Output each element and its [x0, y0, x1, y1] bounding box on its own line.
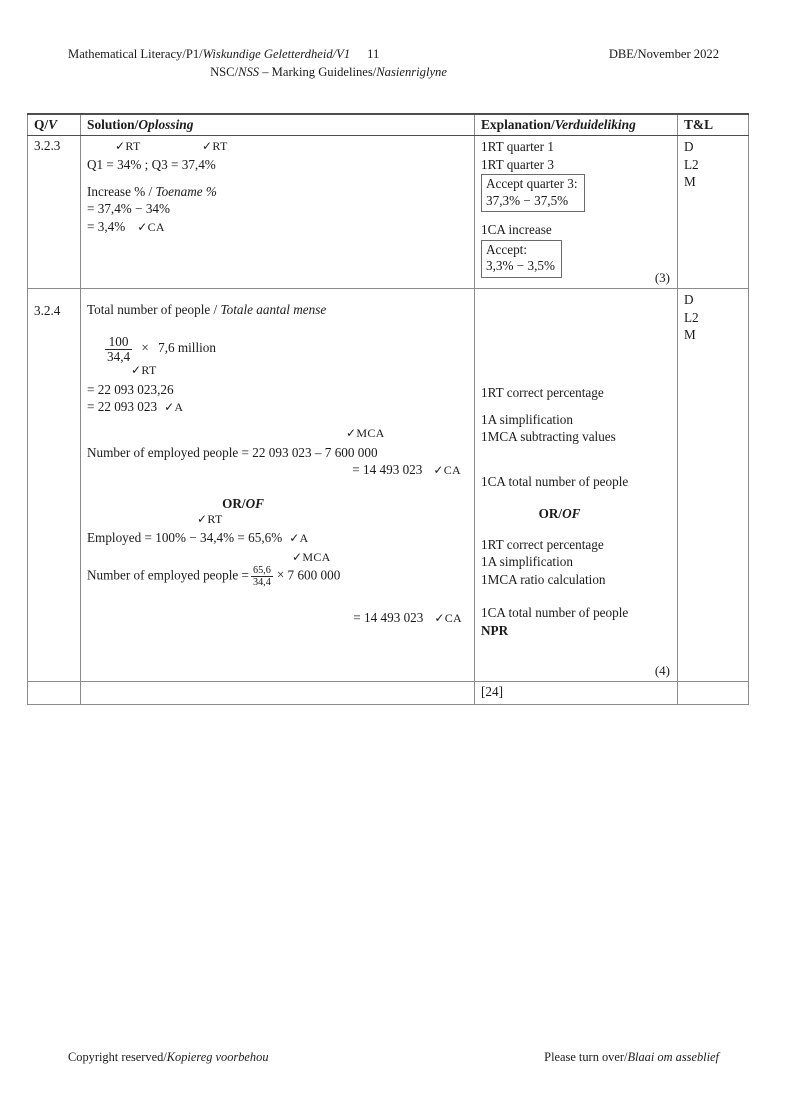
multiplicand-value: 7,6 million: [158, 340, 216, 356]
page-header: [68, 46, 719, 80]
tick-rt-alt: ✓RT: [197, 512, 223, 526]
table-row: [28, 136, 749, 289]
alt-rt-tick-row: [87, 512, 469, 529]
fraction-denominator: 34,4: [107, 348, 131, 364]
header-explanation: [475, 114, 678, 136]
total-people-title-en: Total number of people /: [87, 302, 221, 317]
alt-multiplicand: 7 600 000: [287, 567, 341, 583]
ticks-row-323: [87, 138, 469, 156]
tl-item: D: [684, 292, 694, 307]
employed-calculation: Number of employed people = 22 093 023 – 7 600 000: [87, 444, 378, 460]
question-number-323: 3.2.3: [28, 136, 81, 289]
or-separator: [87, 495, 469, 513]
total-qv-cell: [28, 682, 81, 705]
tick-rt-q1: ✓RT: [115, 139, 141, 153]
alt-multiply-symbol: ×: [276, 567, 285, 583]
page-number: 11: [367, 47, 380, 61]
accept-box-quarter3: [481, 174, 585, 212]
alt-calc-label: Number of employed people =: [87, 567, 249, 583]
accept-box-title: Accept:: [486, 241, 528, 257]
tl-item: M: [684, 174, 696, 189]
employed-result: [87, 461, 469, 480]
multiply-symbol: ×: [141, 340, 149, 356]
tick-rt-q3: ✓RT: [202, 139, 228, 153]
accept-box-range: 3,3% − 3,5%: [486, 258, 555, 273]
turn-over-af: Blaai om asseblief: [627, 1050, 719, 1064]
spacer: [481, 212, 672, 221]
accept-box-range: 37,3% − 37,5%: [486, 192, 569, 208]
explanation-item: 1MCA ratio calculation: [481, 571, 606, 587]
spacer: [481, 490, 672, 505]
explanation-item: 1A simplification: [481, 554, 573, 569]
spacer: [481, 402, 672, 411]
tick-ca-alt: ✓CA: [434, 610, 462, 625]
marks-allocation-323: (3): [654, 270, 670, 285]
spacer: [481, 588, 672, 604]
explanation-item: 1RT correct percentage: [481, 385, 604, 400]
fraction-calculation: [87, 335, 469, 381]
header-tl: T&L: [678, 114, 749, 136]
nss-label: NSS: [238, 65, 260, 79]
explanation-item: 1A simplification: [481, 411, 573, 427]
table-header-row: [28, 114, 749, 136]
accept-box-title: Accept quarter 3:: [486, 176, 578, 191]
result-decimal: = 22 093 023,26: [87, 381, 174, 397]
explanation-cell-324: [475, 289, 678, 682]
tick-mca-subtract: ✓MCA: [346, 425, 385, 440]
result-rounded-value: = 22 093 023: [87, 399, 158, 414]
tick-rt-fraction: ✓RT: [131, 362, 157, 377]
fraction-numerator: 100: [108, 333, 129, 349]
increase-result-value: = 3,4%: [87, 218, 126, 234]
table-total-row: [28, 682, 749, 705]
tl-item: L2: [684, 156, 699, 172]
accept-box-increase: [481, 240, 562, 278]
or-separator-explanation: [481, 505, 672, 523]
header-explanation-en: Explanation/: [481, 117, 555, 132]
total-tl-cell: [678, 682, 749, 705]
marks-allocation-324: (4): [654, 663, 670, 678]
alt-employed-value: Employed = 100% − 34,4% = 65,6%: [87, 530, 283, 545]
copyright-notice: [68, 1050, 269, 1065]
tick-a-alt: ✓A: [289, 531, 309, 545]
tl-cell-324: [678, 289, 749, 682]
fraction-numerator: 65,6: [252, 564, 271, 576]
tick-a-rounded: ✓A: [164, 400, 184, 414]
alt-mca-tick-row: [87, 548, 469, 565]
increase-subtraction: = 37,4% − 34%: [87, 201, 171, 216]
explanation-item: 1RT correct percentage: [481, 536, 604, 552]
explanation-item: 1CA total number of people: [481, 473, 629, 489]
header-line-2: [68, 64, 719, 80]
subject-afrikaans: Wiskundige Geletterdheid/V1: [202, 47, 351, 61]
npr-note: NPR: [481, 622, 509, 638]
header-line-1: [68, 46, 719, 62]
spacer: [481, 446, 672, 473]
quartile-values: Q1 = 34% ; Q3 = 37,4%: [87, 157, 216, 172]
total-people-title-af: Totale aantal mense: [220, 302, 327, 317]
exam-session: DBE/November 2022: [608, 47, 719, 61]
increase-label-en: Increase % /: [87, 183, 156, 199]
or-afrikaans: OF: [245, 495, 264, 511]
explanation-item: 1RT quarter 1: [481, 139, 554, 154]
increase-label: [87, 183, 469, 201]
mca-tick-row: [87, 426, 469, 444]
result-rounded: [87, 398, 469, 417]
marking-guidelines-label: – Marking Guidelines/: [259, 65, 377, 79]
page-footer: [68, 1050, 719, 1065]
solution-cell-324: [81, 289, 475, 682]
increase-result: [87, 218, 469, 237]
employed-result-value: = 14 493 023: [352, 462, 423, 477]
copyright-en: Copyright reserved/: [68, 1050, 167, 1064]
marking-guidelines-table: [27, 113, 749, 705]
spacer: [481, 523, 672, 536]
header-explanation-af: Verduideliking: [554, 117, 636, 132]
or-afrikaans: OF: [562, 506, 581, 521]
fraction-656-over-344: [251, 565, 273, 588]
total-marks: [24]: [475, 682, 678, 705]
total-solution-cell: [81, 682, 475, 705]
increase-label-af: Toename %: [155, 183, 217, 199]
turn-over-notice: [544, 1050, 719, 1065]
tick-ca-employed: ✓CA: [433, 463, 461, 477]
explanation-item: 1CA increase: [481, 222, 552, 237]
copyright-af: Kopiereg voorbehou: [166, 1050, 269, 1064]
tl-item: L2: [684, 309, 699, 325]
fraction-denominator: 34,4: [252, 576, 271, 588]
tl-item: M: [684, 327, 696, 342]
turn-over-en: Please turn over/: [544, 1050, 628, 1064]
spacer: [87, 417, 469, 426]
question-number-324: 3.2.4: [28, 289, 81, 682]
table-row: [28, 289, 749, 682]
spacer: [87, 480, 469, 495]
alt-result-value: = 14 493 023: [353, 609, 424, 625]
alt-result: [87, 609, 469, 628]
explanation-item: 1MCA subtracting values: [481, 429, 616, 444]
header-solution: [81, 114, 475, 136]
subject-english: Mathematical Literacy/P1/: [68, 47, 203, 61]
spacer: [87, 319, 469, 335]
header-solution-en: Solution/: [87, 117, 139, 132]
header-qv-af: V: [48, 117, 58, 132]
tl-cell-323: [678, 136, 749, 289]
tick-mca-ratio: ✓MCA: [292, 549, 331, 564]
header-qv: [28, 114, 81, 136]
spacer: [481, 291, 672, 384]
tick-ca-increase: ✓CA: [137, 219, 165, 234]
solution-cell-323: [81, 136, 475, 289]
explanation-cell-323: [475, 136, 678, 289]
tl-item: D: [684, 139, 694, 154]
explanation-item: 1CA total number of people: [481, 605, 629, 620]
header-solution-af: Oplossing: [138, 117, 194, 132]
fraction-100-over-344: [105, 335, 132, 365]
nsc-label: NSC/: [210, 65, 239, 79]
spacer: [87, 595, 469, 609]
alt-employed-calculation: [87, 565, 469, 595]
or-english: OR/: [538, 506, 563, 521]
total-people-title: [87, 301, 469, 319]
explanation-item: 1RT quarter 3: [481, 156, 554, 172]
alt-employed-line: [87, 529, 469, 548]
nasienriglyne-label: Nasienriglyne: [376, 65, 447, 79]
header-subject: [68, 46, 379, 62]
header-qv-en: Q/: [34, 117, 49, 132]
spacer: [87, 174, 469, 183]
or-english: OR/: [222, 495, 246, 511]
